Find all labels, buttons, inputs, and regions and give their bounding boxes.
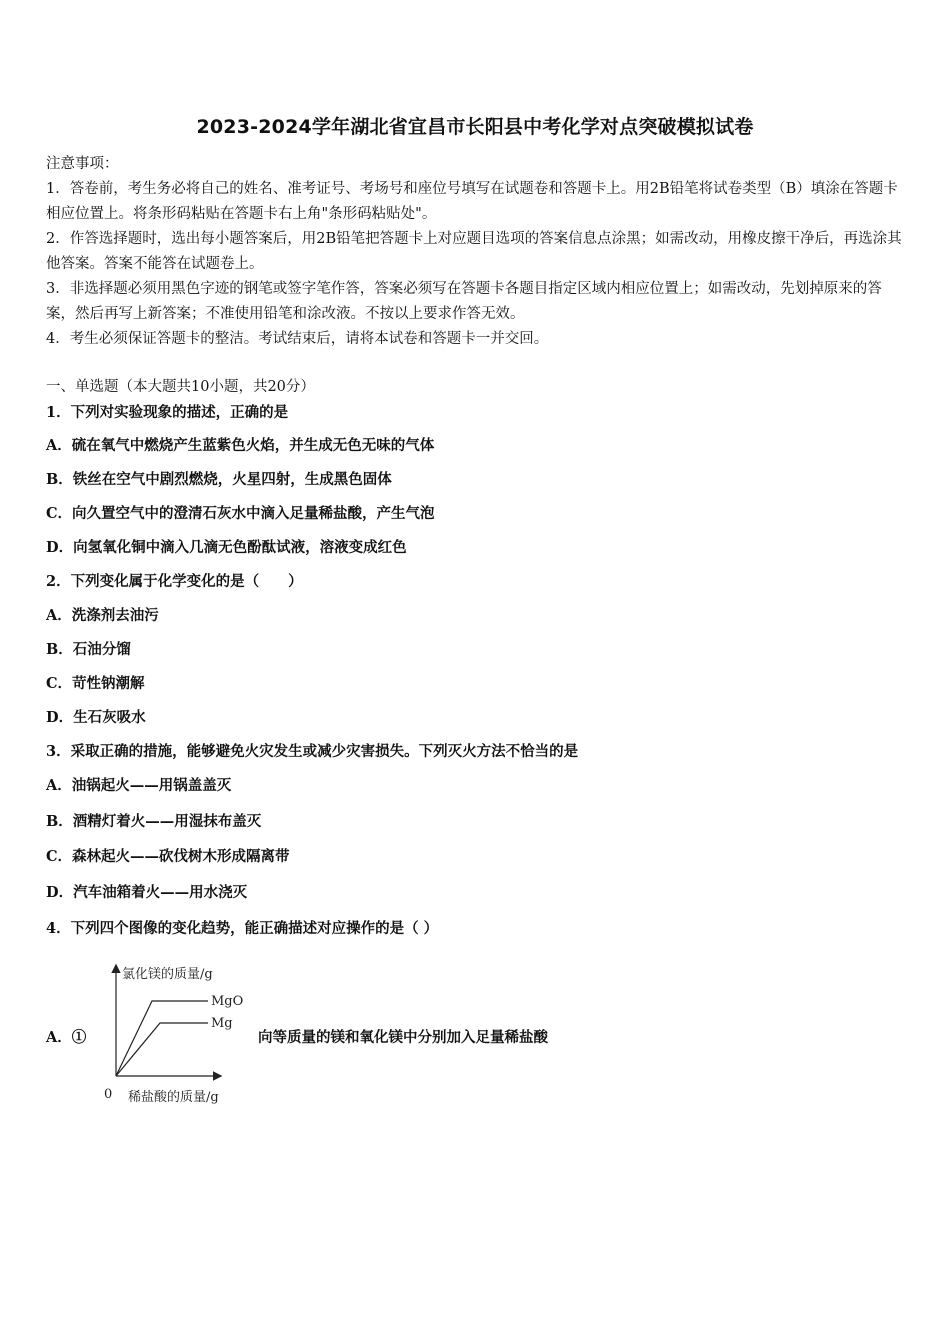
question-3-option-d: D．汽车油箱着火——用水浇灭 — [46, 884, 248, 901]
question-4-option-a-description: 向等质量的镁和氧化镁中分别加入足量稀盐酸 — [258, 1029, 548, 1046]
graph-ylabel: 氯化镁的质量/g — [122, 967, 213, 982]
graph-xlabel: 稀盐酸的质量/g — [128, 1090, 219, 1105]
question-2-stem: 2．下列变化属于化学变化的是（ ） — [46, 573, 303, 590]
graph-legend-mg: Mg — [211, 1016, 233, 1031]
series-mg-line — [116, 1023, 208, 1076]
question-1-stem: 1．下列对实验现象的描述，正确的是 — [46, 404, 289, 421]
question-4-option-a-prefix: A．① — [46, 1029, 87, 1046]
question-1-option-d: D．向氢氧化铜中滴入几滴无色酚酞试液，溶液变成红色 — [46, 539, 407, 556]
question-4-graph-1 — [96, 960, 256, 1110]
question-1-option-a: A．硫在氧气中燃烧产生蓝紫色火焰，并生成无色无味的气体 — [46, 437, 435, 454]
section-heading: 一、单选题（本大题共10小题，共20分） — [46, 379, 315, 395]
notice-item-1: 1．答卷前，考生务必将自己的姓名、准考证号、考场号和座位号填写在试题卷和答题卡上。用2B铅笔将试卷类型（B）填涂在答题卡相应位置上。将条形码粘贴在答题卡右上角"条形码粘贴处"。 — [46, 181, 898, 222]
series-mgo-line — [116, 1001, 208, 1076]
exam-title: 2023-2024学年湖北省宜昌市长阳县中考化学对点突破模拟试卷 — [196, 116, 754, 138]
question-3-option-c: C．森林起火——砍伐树木形成隔离带 — [46, 848, 290, 865]
notice-heading: 注意事项： — [46, 156, 119, 172]
notice-item-3: 3．非选择题必须用黑色字迹的钢笔或签字笔作答，答案必须写在答题卡各题目指定区域内相应位置上；如需改动，先划掉原来的答案，然后再写上新答案；不准使用铅笔和涂改液。不按以上要求作答无效。 — [46, 281, 882, 322]
question-3-option-a: A．油锅起火——用锅盖盖灭 — [46, 777, 232, 794]
question-2-option-a: A．洗涤剂去油污 — [46, 607, 159, 624]
notice-block — [46, 152, 906, 352]
notice-item-4: 4．考生必须保证答题卡的整洁。考试结束后，请将本试卷和答题卡一并交回。 — [46, 331, 549, 347]
question-2-option-b: B．石油分馏 — [46, 641, 131, 658]
question-3-stem: 3．采取正确的措施，能够避免火灾发生或减少灾害损失。下列灭火方法不恰当的是 — [46, 743, 579, 760]
notice-item-2: 2．作答选择题时，选出每小题答案后，用2B铅笔把答题卡上对应题目选项的答案信息点涂黑；如需改动，用橡皮擦干净后，再选涂其他答案。答案不能答在试题卷上。 — [46, 231, 902, 272]
question-2-option-d: D．生石灰吸水 — [46, 709, 146, 726]
question-1-option-b: B．铁丝在空气中剧烈燃烧，火星四射，生成黑色固体 — [46, 471, 392, 488]
question-2-option-c: C．苛性钠潮解 — [46, 675, 145, 692]
question-3-option-b: B．酒精灯着火——用湿抹布盖灭 — [46, 813, 262, 830]
question-1-option-c: C．向久置空气中的澄清石灰水中滴入足量稀盐酸，产生气泡 — [46, 505, 435, 522]
graph-legend-mgo: MgO — [211, 994, 244, 1009]
graph-origin: 0 — [104, 1087, 113, 1102]
question-4-stem: 4．下列四个图像的变化趋势，能正确描述对应操作的是（ ） — [46, 920, 439, 937]
